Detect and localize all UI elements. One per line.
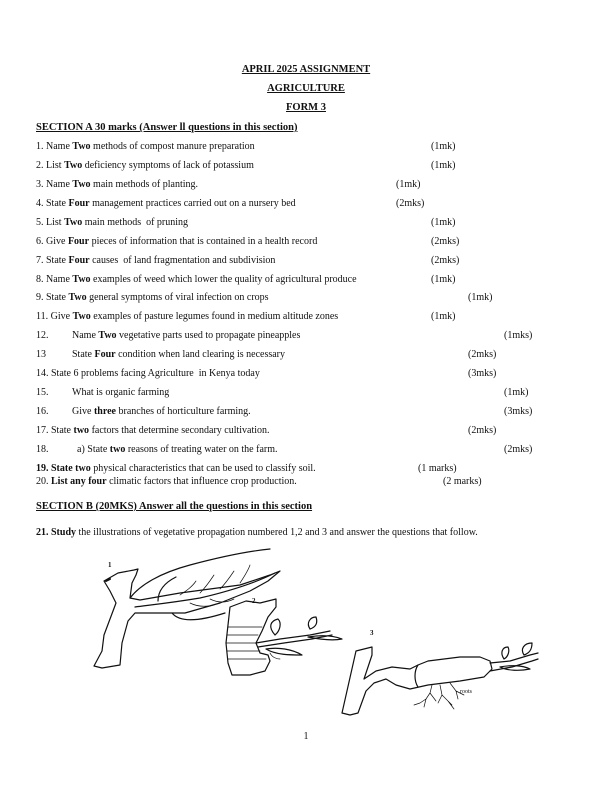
question-12-marks: (1mks) (504, 330, 533, 341)
question-1: 1. Name Two methods of compost manure preparation (36, 141, 255, 152)
question-7-marks: (2mks) (431, 255, 460, 266)
question-20: 20. List any four climatic factors that influence crop production. (36, 476, 297, 487)
question-5-marks: (1mk) (431, 217, 456, 228)
question-18: 18. a) State two reasons of treating water on the farm. (36, 444, 278, 455)
question-18-marks: (2mks) (504, 444, 533, 455)
question-7: 7. State Four causes of land fragmentation and subdivision (36, 255, 276, 266)
figure-label-3: 3 (370, 629, 374, 637)
question-19: 19. State two physical characteristics that can be used to classify soil. (36, 463, 316, 474)
form-title: FORM 3 (286, 102, 326, 113)
figure-1-leaf-cutting (94, 549, 280, 668)
question-15: 15. What is organic farming (36, 387, 170, 398)
question-5: 5. List Two main methods of pruning (36, 217, 189, 228)
vegetative-propagation-illustration (80, 543, 540, 730)
question-15-marks: (1mk) (504, 387, 529, 398)
question-14: 14. State 6 problems facing Agriculture in Kenya today (36, 368, 260, 379)
figure-label-2: 2 (252, 597, 256, 605)
figure-3-layering (342, 643, 538, 715)
question-9-marks: (1mk) (468, 292, 493, 303)
roots-label: roots (460, 689, 472, 695)
question-3-marks: (1mk) (396, 179, 421, 190)
question-1-marks: (1mk) (431, 141, 456, 152)
question-19-marks: (1 marks) (418, 463, 457, 474)
question-8: 8. Name Two examples of weed which lower the quality of agricultural produce (36, 274, 357, 285)
question-6-marks: (2mks) (431, 236, 460, 247)
question-4-marks: (2mks) (396, 198, 425, 209)
question-11: 11. Give Two examples of pasture legumes found in medium altitude zones (36, 311, 339, 322)
question-4: 4. State Four management practices carried out on a nursery bed (36, 198, 296, 209)
question-12: 12. Name Two vegetative parts used to propagate pineapples (36, 330, 301, 341)
section-b-heading: SECTION B (20MKS) Answer all the questions in this section (36, 501, 313, 512)
figure-label-1: 1 (108, 561, 112, 569)
question-8-marks: (1mk) (431, 274, 456, 285)
figure-2-stem-cutting (226, 599, 342, 675)
question-9: 9. State Two general symptoms of viral infection on crops (36, 292, 269, 303)
question-16-marks: (3mks) (504, 406, 533, 417)
question-3: 3. Name Two main methods of planting. (36, 179, 199, 190)
question-17-marks: (2mks) (468, 425, 497, 436)
question-2-marks: (1mk) (431, 160, 456, 171)
question-13: 13 State Four condition when land clearing is necessary (36, 349, 285, 360)
subject-title: AGRICULTURE (267, 83, 345, 94)
question-6: 6. Give Four pieces of information that is contained in a health record (36, 236, 318, 247)
question-16: 16. Give three branches of horticulture farming. (36, 406, 251, 417)
question-13-marks: (2mks) (468, 349, 497, 360)
question-17: 17. State two factors that determine secondary cultivation. (36, 425, 270, 436)
question-11-marks: (1mk) (431, 311, 456, 322)
question-2: 2. List Two deficiency symptoms of lack of potassium (36, 160, 254, 171)
question-20-marks: (2 marks) (443, 476, 482, 487)
question-21: 21. Study the illustrations of vegetative propagation numbered 1,2 and 3 and answer the questions that follow. (36, 527, 478, 538)
question-14-marks: (3mks) (468, 368, 497, 379)
section-a-heading: SECTION A 30 marks (Answer ll questions in this section) (36, 122, 298, 133)
page-number: 1 (303, 731, 309, 742)
document-title: APRIL 2025 ASSIGNMENT (241, 64, 371, 75)
